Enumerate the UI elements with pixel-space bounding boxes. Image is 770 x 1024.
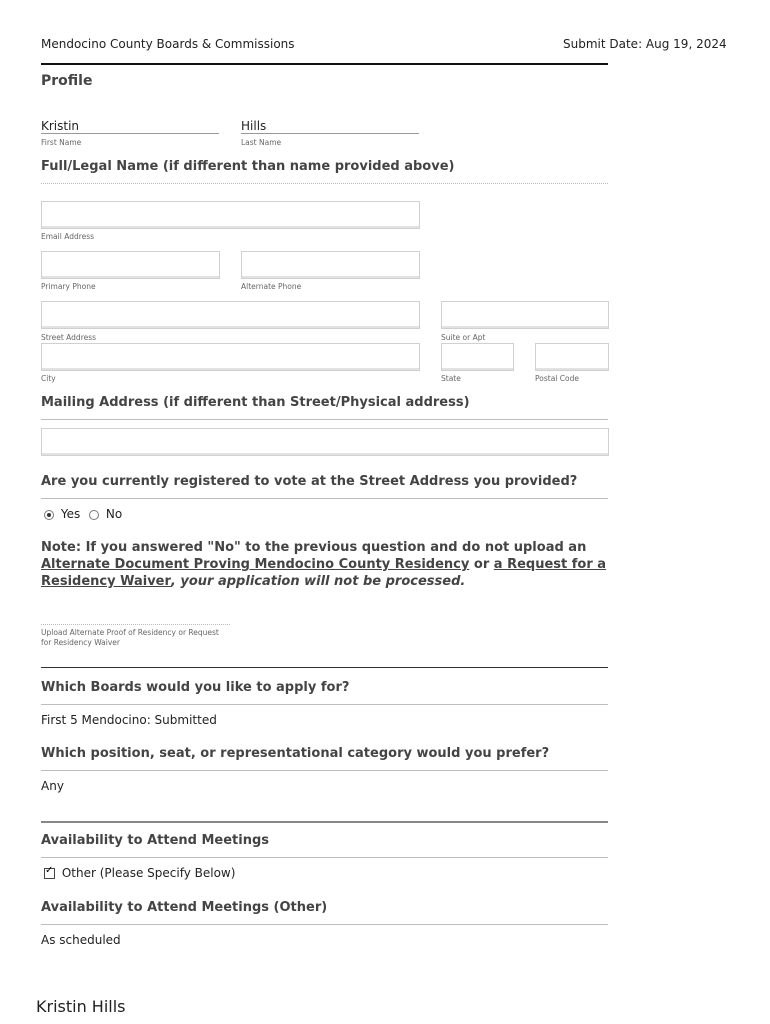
note-intro: Note: If you answered "No" to the previous question and do not upload an: [41, 540, 587, 555]
availability-heading: Availability to Attend Meetings: [41, 833, 270, 848]
last-name-value: Hills: [241, 119, 267, 133]
upload-caption: [41, 628, 219, 648]
vote-radio-group: [44, 507, 122, 521]
divider: [41, 498, 608, 499]
mailing-address-heading: Mailing Address (if different than Street/Physical address): [41, 395, 470, 410]
boards-heading: Which Boards would you like to apply for?: [41, 680, 350, 695]
divider: [41, 704, 608, 705]
first-name-caption: First Name: [41, 138, 82, 147]
suite-apt-caption: Suite or Apt: [441, 333, 486, 342]
primary-phone-caption: Primary Phone: [41, 282, 96, 291]
email-caption: Email Address: [41, 232, 95, 241]
divider: [41, 419, 608, 420]
availability-other-label: Other (Please Specify Below): [61, 866, 236, 880]
suite-apt-field[interactable]: [441, 301, 609, 329]
alternate-phone-caption: Alternate Phone: [241, 282, 302, 291]
city-field[interactable]: [41, 343, 420, 371]
submit-date: Submit Date: Aug 19, 2024: [563, 37, 727, 51]
state-caption: State: [441, 374, 461, 383]
upload-caption-line1: Upload Alternate Proof of Residency or Request: [41, 628, 219, 637]
note-tail: , your application will not be processed.: [170, 574, 466, 589]
alternate-phone-field[interactable]: [241, 251, 420, 279]
divider: [41, 821, 608, 823]
upload-field[interactable]: [41, 624, 230, 625]
availability-option: [44, 866, 235, 880]
no-label: No: [105, 507, 123, 521]
availability-other-checkbox[interactable]: [44, 868, 55, 879]
yes-radio[interactable]: [44, 510, 54, 520]
primary-phone-field[interactable]: [41, 251, 220, 279]
street-address-field[interactable]: [41, 301, 420, 329]
city-caption: City: [41, 374, 56, 383]
position-heading: Which position, seat, or representational category would you prefer?: [41, 746, 550, 761]
vote-question: Are you currently registered to vote at the Street Address you provided?: [41, 474, 578, 489]
mailing-address-field[interactable]: [41, 428, 609, 456]
full-legal-name-heading: Full/Legal Name (if different than name provided above): [41, 159, 455, 174]
availability-other-heading: Availability to Attend Meetings (Other): [41, 900, 328, 915]
header-divider: [41, 63, 608, 65]
divider: [41, 667, 608, 668]
first-name-value: Kristin: [41, 119, 80, 133]
residency-waiver-link[interactable]: a Request for a Residency Waiver: [41, 557, 607, 589]
organization-name: Mendocino County Boards & Commissions: [41, 37, 295, 51]
divider: [41, 857, 608, 858]
residency-note: [41, 539, 621, 590]
state-field[interactable]: [441, 343, 514, 371]
note-or: or: [469, 557, 494, 572]
availability-other-value: As scheduled: [41, 933, 121, 947]
yes-label: Yes: [60, 507, 81, 521]
postal-code-field[interactable]: [535, 343, 609, 371]
postal-code-caption: Postal Code: [535, 374, 579, 383]
no-radio[interactable]: [89, 510, 99, 520]
last-name-field[interactable]: [241, 119, 419, 134]
divider: [41, 924, 608, 925]
street-address-caption: Street Address: [41, 333, 97, 342]
divider: [41, 183, 608, 184]
email-field[interactable]: [41, 201, 420, 229]
alternate-document-link[interactable]: Alternate Document Proving Mendocino County Residency: [41, 557, 470, 572]
section-title-profile: Profile: [41, 73, 93, 89]
last-name-caption: Last Name: [241, 138, 282, 147]
divider: [41, 770, 608, 771]
footer-applicant-name: Kristin Hills: [36, 997, 126, 1016]
position-value: Any: [41, 779, 64, 793]
upload-caption-line2: for Residency Waiver: [41, 638, 121, 647]
first-name-field[interactable]: [41, 119, 219, 134]
boards-value: First 5 Mendocino: Submitted: [41, 713, 217, 727]
